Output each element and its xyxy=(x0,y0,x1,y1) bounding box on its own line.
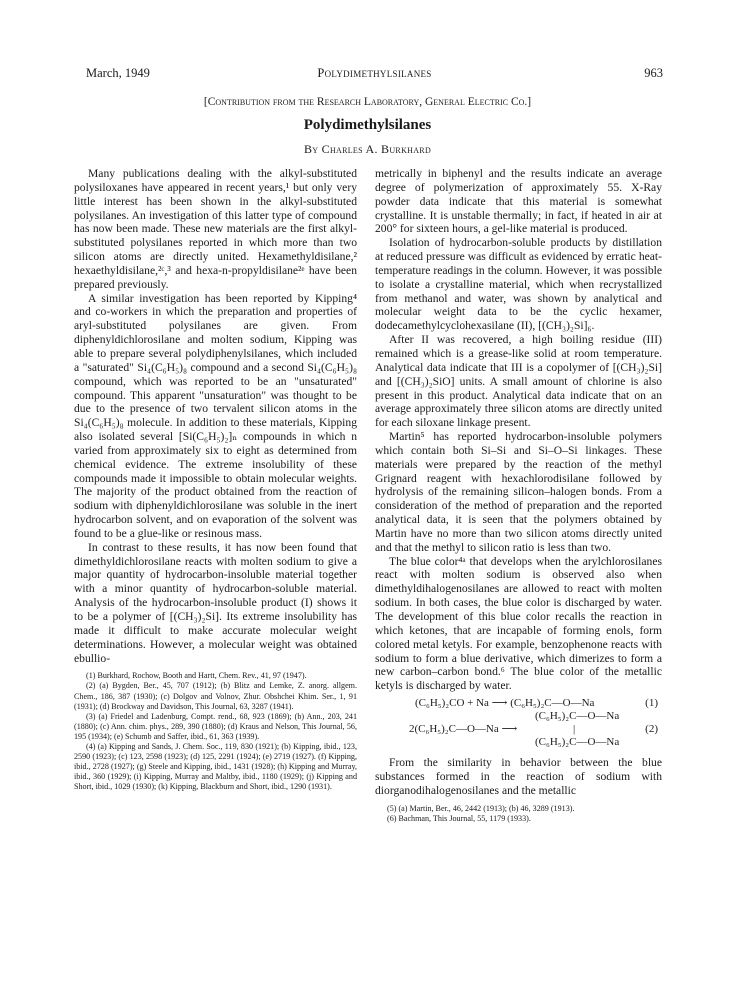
equation-2 xyxy=(375,710,662,750)
body-paragraph: Isolation of hydrocarbon-soluble products by distillation at reduced pressure was difficult as evidenced by erratic heat-temperature readings in the column. However, it was possible to isolate a crystalline material, which when recrystallized from methanol and water, was shown by analytical and molecular weight data to be the cyclic hexamer, dodecamethylcyclohexasilane (II), [(CH₃)₂Si]₆. xyxy=(375,236,662,333)
body-paragraph: From the similarity in behavior between the blue substances formed in the reaction of sodium with diorganodihalogenosilanes and the metallic xyxy=(375,756,662,797)
reaction-equations xyxy=(375,697,662,750)
body-paragraph: After II was recovered, a high boiling residue (III) remained which is a grease-like solid at room temperature. Analytical data indicate that III is a copolymer of [(CH₃)₂Si] and [(CH₃)₂SiO] units. A small amount of chlorine is also present in this product. Analytical data indicate that on an average approximately three silicon atoms are directly united for each siloxane linkage present. xyxy=(375,333,662,430)
running-title: Polydimethylsilanes xyxy=(317,66,432,80)
page-number: 963 xyxy=(644,66,663,80)
footnote: (2) (a) Bygden, Ber., 45, 707 (1912); (b) Blitz and Lemke, Z. anorg. allgem. Chem., 186, 387 (1930); (c) Dolgov and Volnov, Zhur. Obshchei Khim. Ser., 1, 91 (1931); (d) Brockway and Davidson, This Journal, 63, 3287 (1941). xyxy=(74,681,357,711)
article-title: Polydimethylsilanes xyxy=(303,117,432,133)
footnote: (4) (a) Kipping and Sands, J. Chem. Soc., 119, 830 (1921); (b) Kipping, ibid., 123, 2590 (1923); (c) 123, 2598 (1923); (d) 125, 2291 (1924); (e) 2719 (1927). (f) Kipping, ibid., 2728 (1927); (g) Steele and Kipping, ibid., 1431 (1928); (h) Kipping and Murray, ibid., 360 (1929); (i) Kipping, Murray and Maltby, ibid., 1180 (1929); (j) Kipping and Short, ibid., 1029 (1930); (k) Kipping, Blackburn and Short, ibid., 1290 (1931). xyxy=(74,742,357,792)
footnote: (3) (a) Friedel and Ladenburg, Compt. rend., 68, 923 (1869); (b) Ann., 203, 241 (1880); (c) Ann. chim. phys., 289, 390 (1880); (d) Kraus and Nelson, This Journal, 56, 195 (1934); (e) Schumb and Saffer, ibid., 61, 363 (1939). xyxy=(74,711,357,741)
body-paragraph: The blue color⁴ᵃ that develops when the arylchlorosilanes react with molten sodium is observed also when dimethyldihalogenosilanes are allowed to react with molten sodium. In both cases, the blue color is discharged by water. The development of this blue color recalls the reaction in which ketones, that are incapable of forming enols, form colored metal ketyls. For example, benzophenone reacts with sodium to form a blue derivative, which dimerizes to form a new carbon–carbon bond.⁶ The blue color of the metallic ketyls is discharged by water. xyxy=(375,554,662,693)
footnote: (6) Bachman, This Journal, 55, 1179 (1933). xyxy=(387,813,531,823)
equation-2-product-bottom: (C₆H₅)₂C—O—Na xyxy=(535,736,620,749)
equation-1-text: (C₆H₅)₂CO + Na ⟶ (C₆H₅)₂C—O—Na xyxy=(415,697,595,710)
right-column xyxy=(375,167,662,824)
equation-2-number: (2) xyxy=(645,723,658,736)
equation-2-bond: | xyxy=(573,723,576,736)
left-column xyxy=(74,167,357,793)
footnotes-right xyxy=(375,804,662,824)
equation-2-product-top: (C₆H₅)₂C—O—Na xyxy=(535,710,620,723)
equation-1 xyxy=(375,697,662,710)
contribution-line: [Contribution from the Research Laboratory, General Electric Co.] xyxy=(203,96,532,108)
body-paragraph: A similar investigation has been reported by Kipping⁴ and co-workers in which the preparation and properties of aryl-substituted polysilanes are given. From diphenyldichlorosilane and molten sodium, Kipping was able to prepare several polydiphenylsilanes, which included a "saturated" Si₄(C₆H₅)₈ compound and a second Si₄(C₆H₅)₈ compound, which was reported to be an "unsaturated" compound. This apparent "unsaturation" was thought to be due to the presence of two tervalent silicon atoms in the Si₄(C₆H₅)₈ molecule. In addition to these materials, Kipping also isolated several [Si(C₆H₅)₂]ₙ compounds in which n varied from approximately six to eight as determined from chemical evidence. The extreme insolubility of these compounds made it impossible to obtain molecular weights. The majority of the product obtained from the reaction of sodium with diphenyldichlorosilane was soluble in the inert hydrocarbon solvent, and on evaporation of the solvent was found to be a glue-like or resinous mass. xyxy=(74,291,357,540)
footnotes-left xyxy=(74,671,357,792)
issue-date: March, 1949 xyxy=(86,66,150,80)
body-paragraph: In contrast to these results, it has now been found that dimethyldichlorosilane reacts with molten sodium to give a major quantity of hydrocarbon-insoluble material together with a minor quantity of hydrocarbon-soluble material. Analysis of the hydrocarbon-insoluble product (I) shows it to be a polymer of [(CH₃)₂Si]. Its extreme insolubility has made it difficult to make accurate molecular weight determinations. However, a molecular weight was obtained ebullio- xyxy=(74,540,357,665)
author-byline: By Charles A. Burkhard xyxy=(303,142,432,156)
body-paragraph: metrically in biphenyl and the results indicate an average degree of polymerization of approximately 55. X-Ray powder data indicate that this material is somewhat crystalline. It is unstable thermally; in fact, if heated in air at 200° for sixteen hours, a gel-like material is produced. xyxy=(375,167,662,236)
equation-2-reactant: 2(C₆H₅)₂C—O—Na ⟶ xyxy=(409,723,518,736)
body-paragraph: Martin⁵ has reported hydrocarbon-insoluble polymers which contain both Si–Si and Si–O–Si linkages. These materials were prepared by the reaction of the methyl Grignard reagent with hexachlorodisilane followed by hydrolysis of the remaining silicon–halogen bonds. From a consideration of the method of preparation and the reported analytical data, it is seen that the polymers obtained by Martin have no more than two silicon atoms directly united and that the methyl to silicon ratio is less than two. xyxy=(375,430,662,554)
equation-1-number: (1) xyxy=(645,697,658,710)
running-head xyxy=(86,66,663,82)
body-paragraph: Many publications dealing with the alkyl-substituted polysiloxanes have appeared in recent years,¹ but only very little interest has been shown in the alkyl-substituted polysilanes. An investigation of this latter type of compound has now been made. These new materials are the first alkyl-substituted polysilanes reported in which more than two silicon atoms are directly united. Hexamethyldisilane,² hexaethyldisilane,²ᶜ,³ and hexa-n-propyldisilane²ᵉ have been prepared previously. xyxy=(74,167,357,291)
footnote: (5) (a) Martin, Ber., 46, 2442 (1913); (b) 46, 3289 (1913). xyxy=(387,803,575,813)
footnote: (1) Burkhard, Rochow, Booth and Hartt, Chem. Rev., 41, 97 (1947). xyxy=(86,671,307,681)
